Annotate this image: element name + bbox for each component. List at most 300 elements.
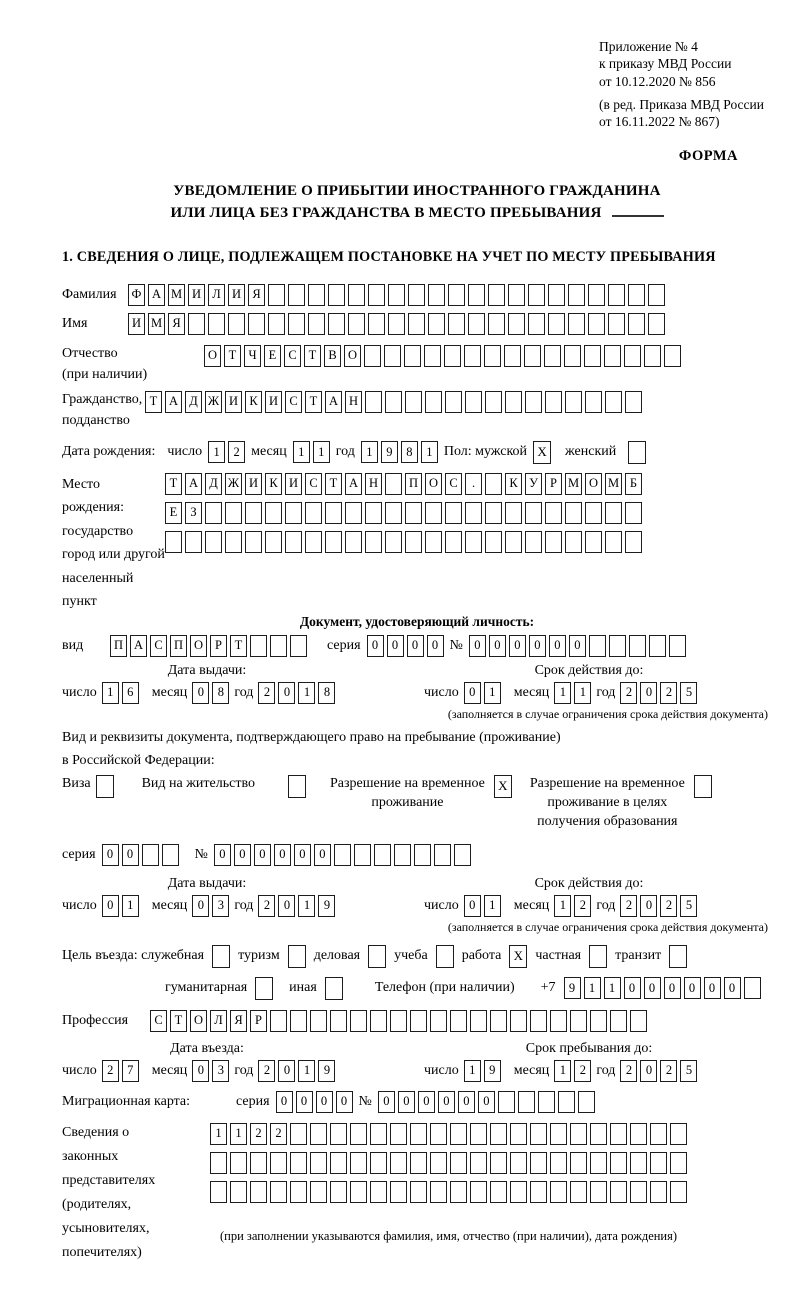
char-cell[interactable] (630, 1010, 647, 1032)
char-cell[interactable] (430, 1123, 447, 1145)
char-cell[interactable] (625, 502, 642, 524)
char-cell[interactable]: 0 (192, 895, 209, 917)
char-cell[interactable] (545, 502, 562, 524)
char-cell[interactable]: 0 (122, 844, 139, 866)
char-cell[interactable] (510, 1010, 527, 1032)
char-cell[interactable] (528, 313, 545, 335)
char-cell[interactable] (564, 345, 581, 367)
char-cell[interactable]: 0 (644, 977, 661, 999)
char-cell[interactable] (669, 635, 686, 657)
char-cell[interactable] (585, 391, 602, 413)
char-cell[interactable] (425, 502, 442, 524)
char-cell[interactable] (365, 391, 382, 413)
char-cell[interactable] (630, 1123, 647, 1145)
char-cell[interactable]: 8 (318, 682, 335, 704)
char-cell[interactable] (265, 531, 282, 553)
char-cell[interactable]: Е (264, 345, 281, 367)
char-cell[interactable]: А (345, 473, 362, 495)
char-cell[interactable]: О (585, 473, 602, 495)
char-cell[interactable]: О (344, 345, 361, 367)
char-cell[interactable] (390, 1181, 407, 1203)
char-cell[interactable] (268, 313, 285, 335)
char-cell[interactable]: 9 (484, 1060, 501, 1082)
char-cell[interactable]: Ф (128, 284, 145, 306)
char-cell[interactable] (590, 1181, 607, 1203)
char-cell[interactable] (525, 531, 542, 553)
char-cell[interactable] (490, 1123, 507, 1145)
char-cell[interactable] (550, 1010, 567, 1032)
char-cell[interactable] (250, 635, 267, 657)
char-cell[interactable] (589, 635, 606, 657)
char-cell[interactable] (305, 502, 322, 524)
char-cell[interactable]: С (305, 473, 322, 495)
char-cell[interactable] (165, 531, 182, 553)
char-cell[interactable] (508, 313, 525, 335)
char-cell[interactable] (390, 1123, 407, 1145)
char-cell[interactable]: М (565, 473, 582, 495)
char-cell[interactable] (445, 391, 462, 413)
char-cell[interactable] (450, 1010, 467, 1032)
char-cell[interactable]: О (204, 345, 221, 367)
char-cell[interactable]: 0 (640, 682, 657, 704)
char-cell[interactable]: Я (248, 284, 265, 306)
char-cell[interactable] (325, 502, 342, 524)
char-cell[interactable]: 0 (624, 977, 641, 999)
char-cell[interactable] (605, 531, 622, 553)
char-cell[interactable] (565, 531, 582, 553)
char-cell[interactable] (588, 284, 605, 306)
char-cell[interactable]: Н (345, 391, 362, 413)
char-cell[interactable]: 9 (381, 441, 398, 463)
char-cell[interactable] (525, 502, 542, 524)
char-cell[interactable]: 0 (549, 635, 566, 657)
char-cell[interactable] (350, 1123, 367, 1145)
char-cell[interactable] (505, 531, 522, 553)
char-cell[interactable]: И (188, 284, 205, 306)
char-cell[interactable]: 1 (554, 1060, 571, 1082)
char-cell[interactable] (205, 502, 222, 524)
char-cell[interactable]: 0 (464, 895, 481, 917)
char-cell[interactable]: 0 (278, 682, 295, 704)
char-cell[interactable]: 0 (278, 895, 295, 917)
business-checkbox[interactable] (368, 945, 386, 968)
char-cell[interactable] (468, 284, 485, 306)
char-cell[interactable]: 5 (680, 1060, 697, 1082)
char-cell[interactable] (385, 473, 402, 495)
char-cell[interactable] (388, 284, 405, 306)
char-cell[interactable] (548, 284, 565, 306)
char-cell[interactable] (185, 531, 202, 553)
char-cell[interactable]: И (285, 473, 302, 495)
char-cell[interactable] (424, 345, 441, 367)
char-cell[interactable]: О (190, 1010, 207, 1032)
char-cell[interactable] (388, 313, 405, 335)
char-cell[interactable] (368, 284, 385, 306)
char-cell[interactable] (270, 1181, 287, 1203)
char-cell[interactable] (290, 635, 307, 657)
char-cell[interactable]: М (148, 313, 165, 335)
char-cell[interactable] (428, 313, 445, 335)
char-cell[interactable] (550, 1181, 567, 1203)
char-cell[interactable]: 2 (102, 1060, 119, 1082)
char-cell[interactable] (450, 1123, 467, 1145)
char-cell[interactable] (265, 502, 282, 524)
other-checkbox[interactable] (325, 977, 343, 1000)
char-cell[interactable]: 0 (398, 1091, 415, 1113)
char-cell[interactable] (308, 284, 325, 306)
char-cell[interactable]: И (128, 313, 145, 335)
char-cell[interactable] (465, 531, 482, 553)
char-cell[interactable]: 2 (258, 1060, 275, 1082)
char-cell[interactable]: 9 (318, 895, 335, 917)
char-cell[interactable] (585, 502, 602, 524)
char-cell[interactable] (628, 284, 645, 306)
char-cell[interactable] (162, 844, 179, 866)
char-cell[interactable]: 1 (208, 441, 225, 463)
char-cell[interactable] (648, 313, 665, 335)
char-cell[interactable]: М (168, 284, 185, 306)
char-cell[interactable] (414, 844, 431, 866)
char-cell[interactable]: 1 (484, 682, 501, 704)
char-cell[interactable] (518, 1091, 535, 1113)
char-cell[interactable] (188, 313, 205, 335)
char-cell[interactable] (365, 531, 382, 553)
char-cell[interactable] (454, 844, 471, 866)
char-cell[interactable]: 1 (210, 1123, 227, 1145)
char-cell[interactable]: 1 (298, 682, 315, 704)
char-cell[interactable] (578, 1091, 595, 1113)
char-cell[interactable] (625, 391, 642, 413)
char-cell[interactable]: Д (185, 391, 202, 413)
char-cell[interactable] (464, 345, 481, 367)
char-cell[interactable]: 0 (192, 1060, 209, 1082)
char-cell[interactable] (650, 1181, 667, 1203)
char-cell[interactable] (364, 345, 381, 367)
char-cell[interactable] (290, 1010, 307, 1032)
char-cell[interactable] (310, 1123, 327, 1145)
char-cell[interactable]: 2 (250, 1123, 267, 1145)
char-cell[interactable] (408, 313, 425, 335)
char-cell[interactable]: 1 (293, 441, 310, 463)
char-cell[interactable]: 0 (704, 977, 721, 999)
char-cell[interactable]: 1 (604, 977, 621, 999)
char-cell[interactable]: 0 (314, 844, 331, 866)
char-cell[interactable]: 1 (102, 682, 119, 704)
char-cell[interactable]: 1 (421, 441, 438, 463)
char-cell[interactable]: Т (170, 1010, 187, 1032)
char-cell[interactable]: 5 (680, 682, 697, 704)
char-cell[interactable]: 1 (554, 682, 571, 704)
char-cell[interactable] (570, 1010, 587, 1032)
char-cell[interactable]: 0 (192, 682, 209, 704)
char-cell[interactable] (610, 1010, 627, 1032)
char-cell[interactable] (485, 531, 502, 553)
char-cell[interactable]: 1 (313, 441, 330, 463)
char-cell[interactable] (350, 1010, 367, 1032)
char-cell[interactable] (310, 1181, 327, 1203)
char-cell[interactable]: 0 (367, 635, 384, 657)
char-cell[interactable]: Р (210, 635, 227, 657)
char-cell[interactable]: Т (145, 391, 162, 413)
char-cell[interactable]: Т (305, 391, 322, 413)
char-cell[interactable]: Н (365, 473, 382, 495)
char-cell[interactable] (354, 844, 371, 866)
char-cell[interactable] (588, 313, 605, 335)
char-cell[interactable] (374, 844, 391, 866)
char-cell[interactable]: А (185, 473, 202, 495)
char-cell[interactable] (530, 1181, 547, 1203)
char-cell[interactable] (385, 531, 402, 553)
char-cell[interactable] (505, 391, 522, 413)
char-cell[interactable] (410, 1010, 427, 1032)
char-cell[interactable] (250, 1181, 267, 1203)
char-cell[interactable] (484, 345, 501, 367)
char-cell[interactable]: С (285, 391, 302, 413)
visa-checkbox[interactable] (96, 775, 114, 798)
char-cell[interactable]: А (148, 284, 165, 306)
char-cell[interactable] (430, 1181, 447, 1203)
char-cell[interactable]: Л (210, 1010, 227, 1032)
char-cell[interactable] (585, 531, 602, 553)
char-cell[interactable] (210, 1181, 227, 1203)
char-cell[interactable] (325, 531, 342, 553)
char-cell[interactable]: 8 (212, 682, 229, 704)
char-cell[interactable]: 2 (258, 682, 275, 704)
char-cell[interactable]: Т (304, 345, 321, 367)
char-cell[interactable]: С (150, 1010, 167, 1032)
transit-checkbox[interactable] (669, 945, 687, 968)
char-cell[interactable]: 3 (212, 895, 229, 917)
char-cell[interactable] (608, 313, 625, 335)
char-cell[interactable]: И (225, 391, 242, 413)
char-cell[interactable] (630, 1181, 647, 1203)
char-cell[interactable] (485, 473, 502, 495)
char-cell[interactable] (488, 284, 505, 306)
char-cell[interactable] (410, 1123, 427, 1145)
sex-male-checkbox[interactable]: X (533, 441, 551, 464)
char-cell[interactable]: 0 (102, 844, 119, 866)
char-cell[interactable]: Е (165, 502, 182, 524)
char-cell[interactable] (405, 391, 422, 413)
char-cell[interactable]: 0 (378, 1091, 395, 1113)
char-cell[interactable] (558, 1091, 575, 1113)
char-cell[interactable] (225, 531, 242, 553)
char-cell[interactable] (370, 1181, 387, 1203)
char-cell[interactable] (470, 1010, 487, 1032)
char-cell[interactable]: К (245, 391, 262, 413)
char-cell[interactable] (308, 313, 325, 335)
char-cell[interactable] (288, 284, 305, 306)
char-cell[interactable] (510, 1181, 527, 1203)
char-cell[interactable] (624, 345, 641, 367)
char-cell[interactable] (545, 391, 562, 413)
char-cell[interactable]: 0 (569, 635, 586, 657)
char-cell[interactable]: Т (230, 635, 247, 657)
char-cell[interactable] (288, 313, 305, 335)
char-cell[interactable] (425, 391, 442, 413)
char-cell[interactable] (404, 345, 421, 367)
char-cell[interactable] (370, 1123, 387, 1145)
char-cell[interactable] (490, 1010, 507, 1032)
char-cell[interactable]: 6 (122, 682, 139, 704)
char-cell[interactable]: Ж (225, 473, 242, 495)
char-cell[interactable] (584, 345, 601, 367)
char-cell[interactable]: А (165, 391, 182, 413)
temp-permit-checkbox[interactable]: X (494, 775, 512, 798)
char-cell[interactable] (350, 1181, 367, 1203)
char-cell[interactable]: К (265, 473, 282, 495)
char-cell[interactable] (565, 502, 582, 524)
char-cell[interactable] (538, 1091, 555, 1113)
char-cell[interactable]: 0 (529, 635, 546, 657)
char-cell[interactable]: 1 (298, 895, 315, 917)
char-cell[interactable] (524, 345, 541, 367)
char-cell[interactable]: 2 (620, 1060, 637, 1082)
char-cell[interactable] (545, 531, 562, 553)
char-cell[interactable]: 0 (407, 635, 424, 657)
char-cell[interactable]: 2 (620, 682, 637, 704)
char-cell[interactable] (365, 502, 382, 524)
char-cell[interactable] (428, 284, 445, 306)
char-cell[interactable]: 0 (427, 635, 444, 657)
char-cell[interactable]: Б (625, 473, 642, 495)
char-cell[interactable]: 0 (274, 844, 291, 866)
char-cell[interactable] (644, 345, 661, 367)
char-cell[interactable] (330, 1010, 347, 1032)
char-cell[interactable] (408, 284, 425, 306)
char-cell[interactable] (208, 313, 225, 335)
char-cell[interactable] (310, 1010, 327, 1032)
char-cell[interactable]: 9 (318, 1060, 335, 1082)
char-cell[interactable] (670, 1181, 687, 1203)
char-cell[interactable]: 2 (620, 895, 637, 917)
sex-female-checkbox[interactable] (628, 441, 646, 464)
char-cell[interactable]: 1 (574, 682, 591, 704)
char-cell[interactable]: П (170, 635, 187, 657)
edu-permit-checkbox[interactable] (694, 775, 712, 798)
char-cell[interactable]: И (245, 473, 262, 495)
char-cell[interactable]: 0 (684, 977, 701, 999)
char-cell[interactable] (629, 635, 646, 657)
char-cell[interactable]: Ж (205, 391, 222, 413)
char-cell[interactable] (590, 1010, 607, 1032)
char-cell[interactable] (470, 1181, 487, 1203)
char-cell[interactable]: 2 (574, 895, 591, 917)
char-cell[interactable]: 1 (464, 1060, 481, 1082)
char-cell[interactable] (330, 1181, 347, 1203)
char-cell[interactable] (305, 531, 322, 553)
char-cell[interactable] (270, 635, 287, 657)
char-cell[interactable] (245, 531, 262, 553)
char-cell[interactable] (610, 1181, 627, 1203)
char-cell[interactable] (285, 531, 302, 553)
char-cell[interactable] (744, 977, 761, 999)
char-cell[interactable] (444, 345, 461, 367)
char-cell[interactable] (625, 531, 642, 553)
char-cell[interactable]: 0 (316, 1091, 333, 1113)
char-cell[interactable] (505, 502, 522, 524)
char-cell[interactable] (434, 844, 451, 866)
char-cell[interactable]: 2 (660, 1060, 677, 1082)
char-cell[interactable]: 0 (664, 977, 681, 999)
char-cell[interactable] (530, 1010, 547, 1032)
char-cell[interactable]: 0 (464, 682, 481, 704)
char-cell[interactable]: 1 (230, 1123, 247, 1145)
char-cell[interactable]: 0 (640, 1060, 657, 1082)
char-cell[interactable] (448, 313, 465, 335)
char-cell[interactable] (448, 284, 465, 306)
char-cell[interactable] (670, 1123, 687, 1145)
char-cell[interactable] (510, 1123, 527, 1145)
char-cell[interactable] (410, 1181, 427, 1203)
work-checkbox[interactable]: X (509, 945, 527, 968)
char-cell[interactable]: 0 (296, 1091, 313, 1113)
char-cell[interactable]: 0 (489, 635, 506, 657)
char-cell[interactable]: Т (325, 473, 342, 495)
char-cell[interactable] (430, 1010, 447, 1032)
char-cell[interactable] (345, 502, 362, 524)
char-cell[interactable]: П (405, 473, 422, 495)
char-cell[interactable] (230, 1181, 247, 1203)
char-cell[interactable] (465, 391, 482, 413)
char-cell[interactable]: 1 (122, 895, 139, 917)
char-cell[interactable]: 0 (469, 635, 486, 657)
char-cell[interactable] (608, 284, 625, 306)
char-cell[interactable]: Д (205, 473, 222, 495)
study-checkbox[interactable] (436, 945, 454, 968)
char-cell[interactable]: 0 (214, 844, 231, 866)
char-cell[interactable]: 0 (254, 844, 271, 866)
char-cell[interactable] (390, 1010, 407, 1032)
char-cell[interactable]: 0 (102, 895, 119, 917)
char-cell[interactable] (485, 502, 502, 524)
char-cell[interactable] (568, 284, 585, 306)
char-cell[interactable]: А (130, 635, 147, 657)
char-cell[interactable] (650, 1123, 667, 1145)
char-cell[interactable] (568, 313, 585, 335)
char-cell[interactable] (205, 531, 222, 553)
char-cell[interactable] (605, 391, 622, 413)
char-cell[interactable]: Т (165, 473, 182, 495)
char-cell[interactable]: 2 (660, 895, 677, 917)
char-cell[interactable] (490, 1181, 507, 1203)
char-cell[interactable] (605, 502, 622, 524)
char-cell[interactable] (328, 284, 345, 306)
char-cell[interactable] (270, 1010, 287, 1032)
char-cell[interactable] (405, 502, 422, 524)
char-cell[interactable] (385, 391, 402, 413)
char-cell[interactable] (550, 1123, 567, 1145)
char-cell[interactable]: 0 (234, 844, 251, 866)
char-cell[interactable] (348, 313, 365, 335)
char-cell[interactable] (225, 502, 242, 524)
char-cell[interactable]: 0 (278, 1060, 295, 1082)
char-cell[interactable] (290, 1181, 307, 1203)
private-checkbox[interactable] (589, 945, 607, 968)
char-cell[interactable] (604, 345, 621, 367)
char-cell[interactable] (445, 531, 462, 553)
char-cell[interactable] (465, 502, 482, 524)
tourism-checkbox[interactable] (288, 945, 306, 968)
char-cell[interactable] (348, 284, 365, 306)
char-cell[interactable] (498, 1091, 515, 1113)
char-cell[interactable]: Ч (244, 345, 261, 367)
char-cell[interactable]: Р (545, 473, 562, 495)
char-cell[interactable]: 0 (336, 1091, 353, 1113)
char-cell[interactable] (565, 391, 582, 413)
char-cell[interactable]: М (605, 473, 622, 495)
char-cell[interactable] (445, 502, 462, 524)
